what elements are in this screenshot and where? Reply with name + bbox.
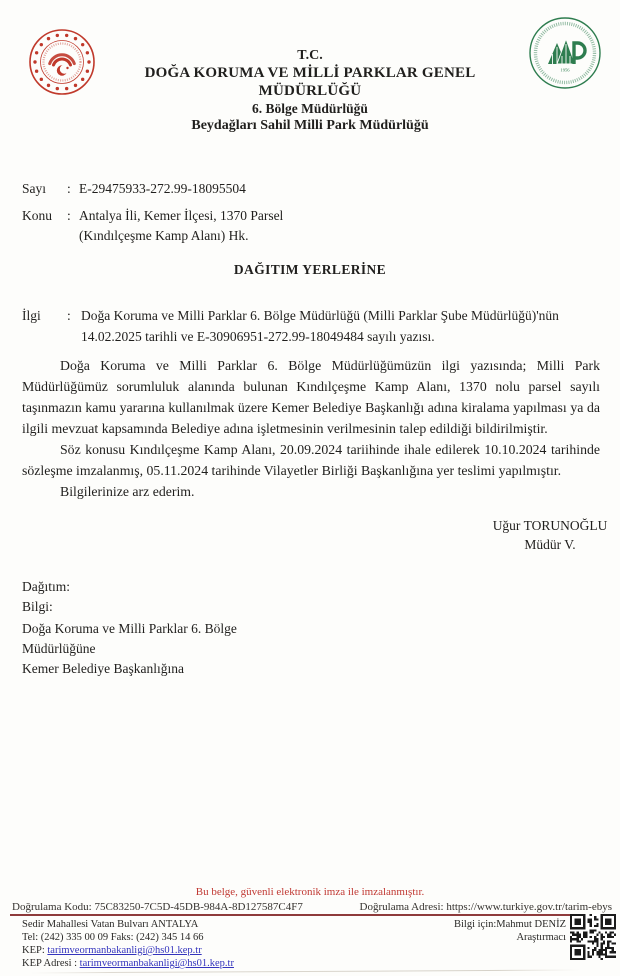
street-address: Sedir Mahallesi Vatan Bulvarı ANTALYA — [22, 919, 199, 930]
body-paragraph-1: Doğa Koruma ve Milli Parklar 6. Bölge Müdürlüğümüzün ilgi yazısında; Milli Park Müdürlüğümüz sorumluluk alanında bulunan Kındılçeşme Kamp Alanı, 1370 nolu parsel sayılı taşınmazın kamu yararına kullanılmak üzere Kemer Belediye Başkanlığı adına kiralama yapılması ya da ilgili mevzuat kapsamında Belediye adına işletmesinin verilmesinin talep edildiği bildirilmiştir. — [22, 358, 600, 436]
bilgi-label: Bilgi: — [22, 599, 53, 614]
contact-block — [22, 918, 234, 970]
organization-title: DOĞA KORUMA VE MİLLİ PARKLAR GENEL MÜDÜRLÜĞÜ — [144, 65, 476, 99]
sayi-colon: : — [67, 181, 71, 196]
recipient-line: Müdürlüğüne — [22, 641, 96, 656]
sayi-value: E-29475933-272.99-18095504 — [79, 181, 246, 196]
konu-label: Konu — [22, 208, 52, 223]
konu-colon: : — [67, 208, 71, 223]
signer-name: Uğur TORUNOĞLU — [492, 518, 608, 533]
kep-line — [22, 944, 234, 957]
emblem-year-text: 1956 — [560, 67, 570, 73]
konu-line2: (Kındılçeşme Kamp Alanı) Hk. — [79, 228, 249, 243]
reference-block — [22, 305, 586, 347]
kep-adresi-label: KEP Adresi : — [22, 958, 78, 969]
closing-line: Bilgilerinize arz ederim. — [60, 484, 195, 499]
konu-row — [22, 206, 283, 246]
national-parks-emblem — [528, 16, 602, 90]
verification-row — [12, 900, 612, 914]
reference-label: İlgi — [22, 308, 41, 323]
phone-fax-line: Tel: (242) 335 00 09 Faks: (242) 345 14 66 — [22, 932, 204, 943]
recipient-line: Doğa Koruma ve Milli Parklar 6. Bölge — [22, 621, 237, 636]
kep-address-link[interactable]: tarimveormanbakanligi@hs01.kep.tr — [47, 945, 202, 956]
letter-body — [22, 355, 600, 502]
reference-text: Doğa Koruma ve Milli Parklar 6. Bölge Müdürlüğü (Milli Parklar Şube Müdürlüğü)'nün 14.02.2025 tarihli ve E-30906951-272.99-18049484 sayılı yazısı. — [81, 308, 559, 344]
kep-adresi-line — [22, 957, 234, 970]
qr-code — [570, 914, 616, 960]
republic-abbrev: T.C. — [297, 48, 323, 63]
ministry-emblem-graphic — [28, 28, 96, 96]
footer-separator-line — [10, 914, 612, 916]
konu-line1: Antalya İli, Kemer İlçesi, 1370 Parsel — [79, 208, 284, 223]
addressee-line: DAĞITIM YERLERİNE — [233, 262, 387, 277]
signer-title: Müdür V. — [524, 537, 576, 552]
reference-colon: : — [67, 308, 71, 323]
dagitim-label: Dağıtım: — [22, 579, 70, 594]
recipient-line: Kemer Belediye Başkanlığına — [22, 661, 184, 676]
kep-label: KEP: — [22, 945, 45, 956]
letter-meta — [22, 179, 283, 246]
letterhead — [100, 48, 520, 134]
konu-value — [79, 206, 283, 246]
esignature-notice: Bu belge, güvenli elektronik imza ile imzalanmıştır. — [195, 886, 425, 898]
emblem-dot-ring — [33, 34, 90, 91]
info-contact-block — [454, 918, 566, 944]
info-contact-title: Araştırmacı — [516, 932, 566, 943]
signature-block — [480, 516, 620, 554]
national-parks-emblem-graphic — [528, 16, 602, 90]
scan-edge-artifact — [30, 970, 580, 974]
verification-code — [12, 900, 303, 914]
distribution-block — [22, 577, 237, 679]
info-contact-name: Bilgi için:Mahmut DENİZ — [454, 919, 566, 930]
regional-directorate: 6. Bölge Müdürlüğü — [252, 101, 368, 116]
verification-address-value: https://www.turkiye.gov.tr/tarim-ebys — [446, 901, 612, 913]
verification-address — [360, 900, 612, 914]
body-paragraph-2: Söz konusu Kındılçeşme Kamp Alanı, 20.09.2024 tariihinde ihale edilerek 10.10.2024 tarihinde sözleşme imzalanmış, 05.11.2024 tarihinde Vilayetler Birliği Başkanlığına yer teslimi yapılmıştır. — [22, 442, 600, 478]
sayi-label: Sayı — [22, 181, 47, 196]
ministry-emblem — [28, 28, 96, 96]
park-directorate: Beydağları Sahil Milli Park Müdürlüğü — [191, 118, 429, 133]
verification-address-label: Doğrulama Adresi: — [359, 901, 444, 913]
verification-code-label: Doğrulama Kodu: — [12, 901, 92, 913]
kep-adresi-address-link[interactable]: tarimveormanbakanligi@hs01.kep.tr — [79, 958, 234, 969]
verification-code-value: 75C83250-7C5D-45DB-984A-8D127587C4F7 — [94, 901, 303, 913]
sayi-row — [22, 179, 283, 199]
